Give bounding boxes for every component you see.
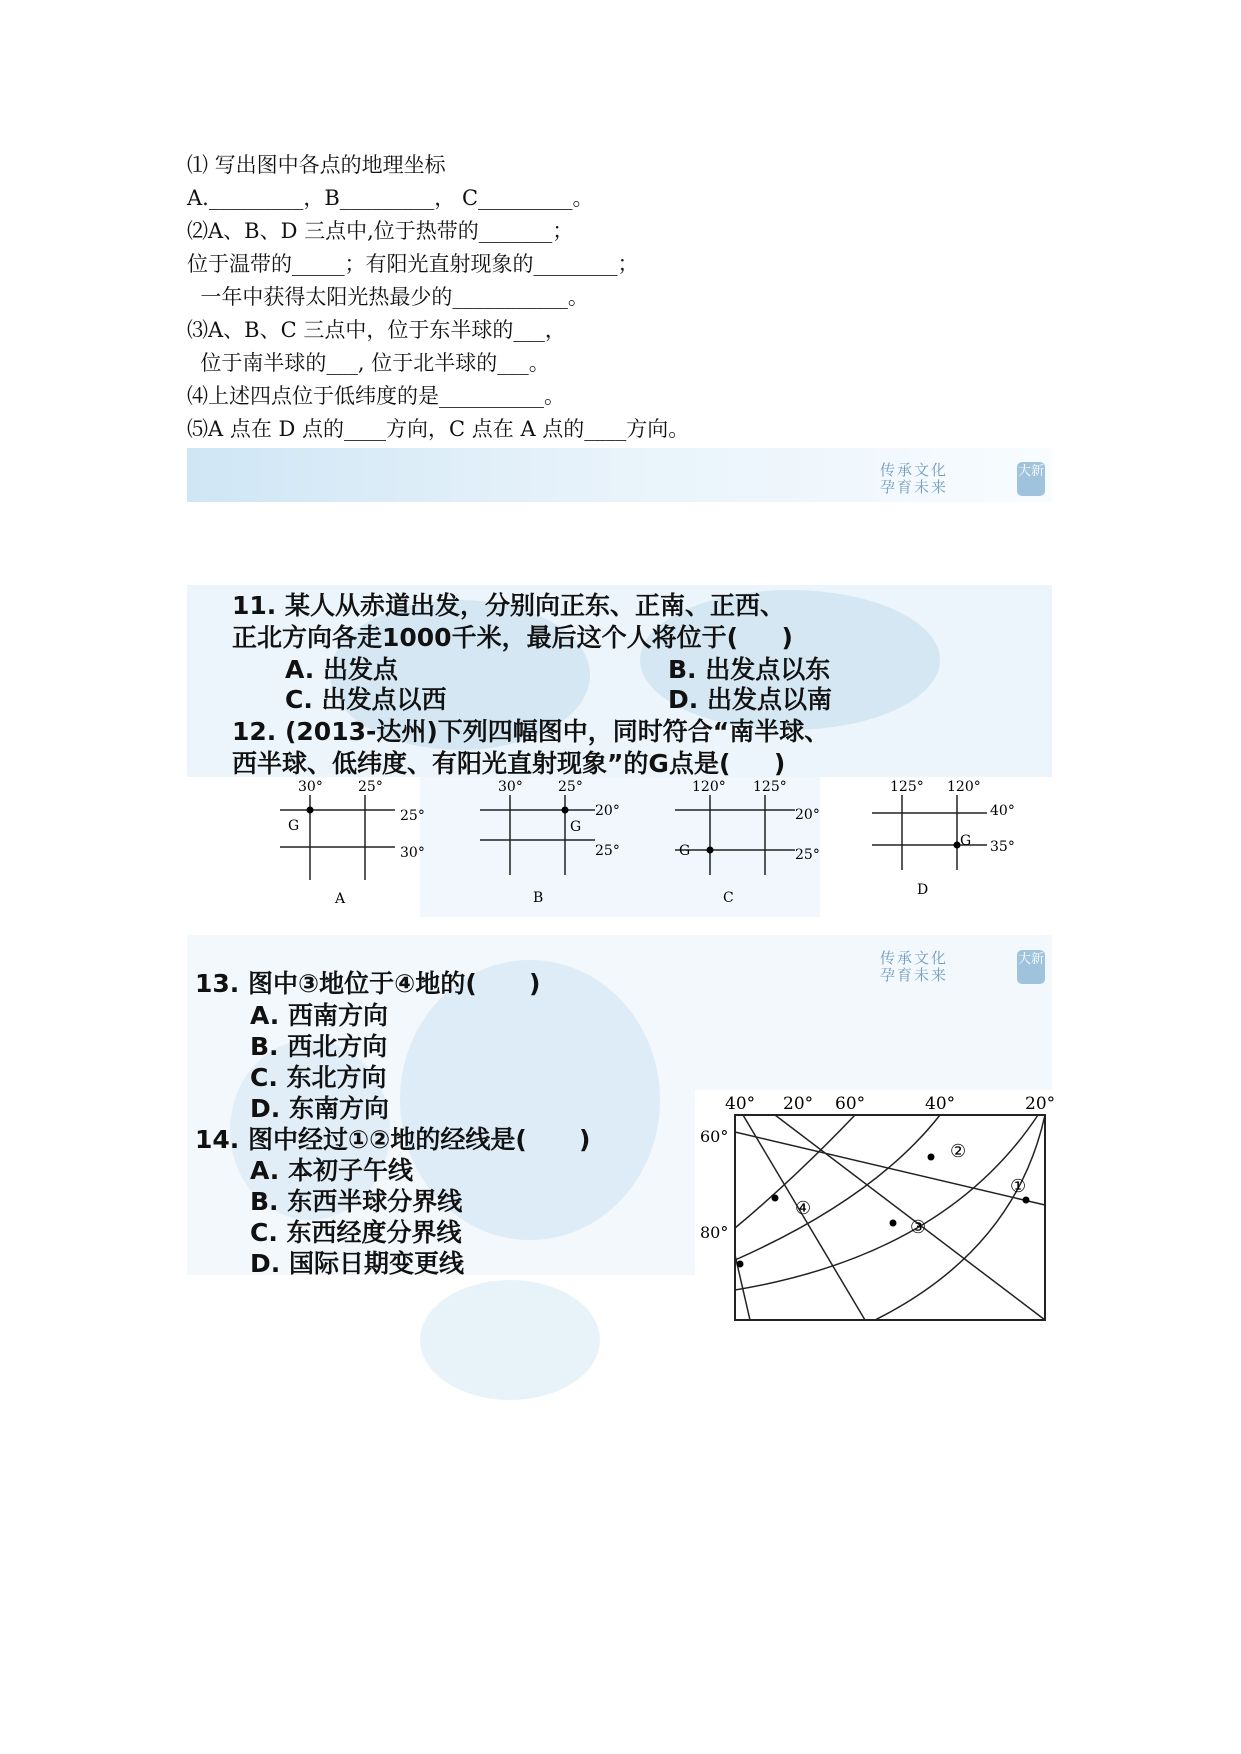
diagram-label: D <box>917 882 929 898</box>
point-g <box>562 807 569 814</box>
latitude-label: 25° <box>595 843 620 859</box>
latitude-line <box>735 1115 940 1260</box>
q14-option-a: A. 本初子午线 <box>250 1156 414 1185</box>
map-point-1-label: ① <box>1010 1176 1027 1197</box>
point-g <box>307 807 314 814</box>
map-frame <box>735 1115 1045 1320</box>
longitude-label: 120° <box>947 779 981 795</box>
question-4-text: ⑷上述四点位于低纬度的是__________。 <box>187 384 565 408</box>
longitude-label: 30° <box>298 779 323 795</box>
q13-option-c: C. 东北方向 <box>250 1063 387 1092</box>
diagram-label: A <box>335 891 346 905</box>
question-2-text-end: 一年中获得太阳光热最少的___________。 <box>187 285 589 309</box>
q12-diagram-c <box>665 775 840 905</box>
q11-stem: 11. 某人从赤道出发，分别向正东、正南、正西、 <box>232 591 785 620</box>
q11-option-d: D. 出发点以南 <box>668 685 832 714</box>
map-point-3-label: ③ <box>910 1217 927 1238</box>
banner-motto-line2: 孕育未来 <box>880 478 949 496</box>
question-5-text: ⑸A 点在 D 点的____方向，C 点在 A 点的____方向。 <box>187 417 690 441</box>
map-point-4-label: ④ <box>795 1198 812 1219</box>
longitude-label: 25° <box>358 779 383 795</box>
q14-option-d: D. 国际日期变更线 <box>250 1249 464 1278</box>
q11-option-a: A. 出发点 <box>285 655 399 684</box>
map-longitude-label: 20° <box>1025 1094 1056 1114</box>
map-longitude-label: 40° <box>925 1094 956 1114</box>
q11-stem-cont: 正北方向各走1000千米，最后这个人将位于( ) <box>232 623 793 652</box>
map-longitude-label: 20° <box>783 1094 814 1114</box>
latitude-label: 30° <box>400 845 425 861</box>
polar-map <box>695 1090 1065 1335</box>
banner-motto-line2: 孕育未来 <box>880 966 949 984</box>
point-g-label: G <box>679 843 691 859</box>
latitude-label: 35° <box>990 839 1015 855</box>
question-1-text: ⑴ 写出图中各点的地理坐标 <box>187 153 446 177</box>
map-point-2 <box>928 1154 935 1161</box>
longitude-label: 125° <box>753 779 787 795</box>
map-point-1 <box>1023 1197 1030 1204</box>
q12-diagram-d <box>862 775 1047 905</box>
q13-option-d: D. 东南方向 <box>250 1094 389 1123</box>
logo-seal: 大新 <box>1017 950 1045 984</box>
q12-stem-cont: 西半球、低纬度、有阳光直射现象”的G点是( ) <box>232 749 786 778</box>
q13-option-a: A. 西南方向 <box>250 1001 389 1030</box>
map-longitude-label: 40° <box>725 1094 756 1114</box>
point-g-label: G <box>960 833 972 849</box>
q11-option-b: B. 出发点以东 <box>668 655 831 684</box>
map-point-2-label: ② <box>950 1141 967 1162</box>
map-point-4 <box>772 1195 779 1202</box>
q12-diagram-a <box>270 775 440 905</box>
map-longitude-label: 60° <box>835 1094 866 1114</box>
q12-stem: 12. (2013-达州)下列四幅图中，同时符合“南半球、 <box>232 717 830 746</box>
point-g <box>707 847 714 854</box>
q12-diagram-b <box>470 775 640 905</box>
latitude-label: 40° <box>990 803 1015 819</box>
question-3-text-cont: 位于南半球的___, 位于北半球的___。 <box>187 351 550 375</box>
point-g-label: G <box>570 819 582 835</box>
meridian-line <box>735 1132 1045 1205</box>
question-2-text: ⑵A、B、D 三点中,位于热带的_______； <box>187 219 574 243</box>
longitude-label: 25° <box>558 779 583 795</box>
latitude-label: 20° <box>595 803 620 819</box>
q14-option-b: B. 东西半球分界线 <box>250 1187 463 1216</box>
q13-option-b: B. 西北方向 <box>250 1032 388 1061</box>
point-g-label: G <box>288 818 300 834</box>
banner-motto <box>880 950 948 984</box>
banner-motto-line1: 传承文化 <box>880 949 949 967</box>
latitude-label: 25° <box>795 847 820 863</box>
latitude-line <box>735 1115 1038 1290</box>
world-map-watermark <box>420 1280 600 1400</box>
banner-motto <box>880 462 948 496</box>
latitude-label: 20° <box>795 807 820 823</box>
question-2-text-cont: 位于温带的_____；有阳光直射现象的________； <box>187 252 639 276</box>
diagram-label: C <box>723 890 734 905</box>
question-3-text: ⑶A、B、C 三点中，位于东半球的___， <box>187 318 566 342</box>
banner-motto-line1: 传承文化 <box>880 461 949 479</box>
map-point-unlabeled <box>737 1261 744 1268</box>
q11-option-c: C. 出发点以西 <box>285 685 447 714</box>
longitude-label: 125° <box>890 779 924 795</box>
q13-stem: 13. 图中③地位于④地的( ) <box>195 969 541 998</box>
diagram-label: B <box>533 890 544 905</box>
map-latitude-label: 60° <box>700 1127 729 1146</box>
q14-option-c: C. 东西经度分界线 <box>250 1218 462 1247</box>
latitude-label: 25° <box>400 808 425 824</box>
q14-stem: 14. 图中经过①②地的经线是( ) <box>195 1125 591 1154</box>
map-latitude-label: 80° <box>700 1223 729 1242</box>
longitude-label: 30° <box>498 779 523 795</box>
map-point-3 <box>890 1220 897 1227</box>
logo-seal: 大新 <box>1017 462 1045 496</box>
longitude-label: 120° <box>692 779 726 795</box>
question-1-blanks: A._________，B_________， C_________。 <box>187 186 594 210</box>
